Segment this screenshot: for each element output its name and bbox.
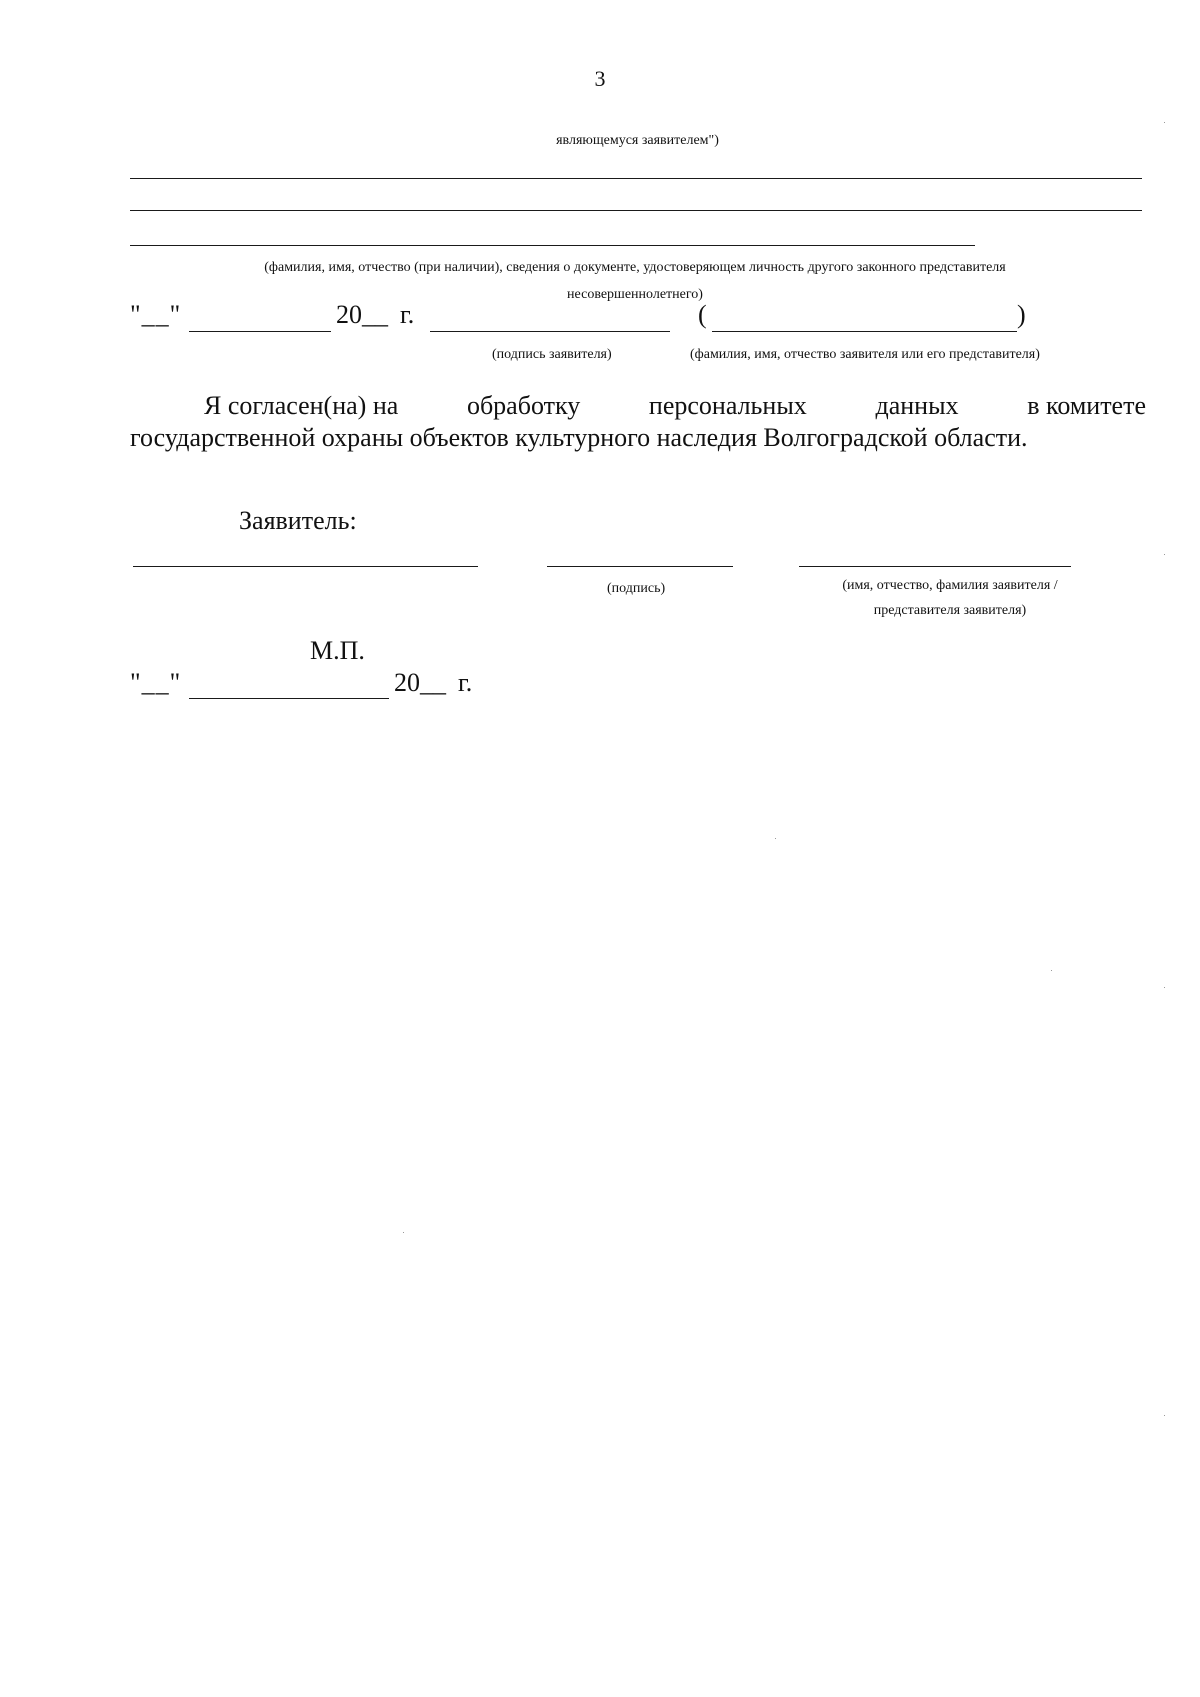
representative-caption-line2: несовершеннолетнего) [567, 287, 703, 302]
date-month-line[interactable] [189, 331, 331, 332]
scan-speck [1051, 970, 1052, 971]
date-day-quotes: "__" [130, 300, 182, 329]
scan-speck [1164, 987, 1165, 988]
consent-word: персональных [648, 391, 807, 420]
applicant-line-2[interactable] [547, 566, 733, 567]
caption-name-line1: (имя, отчество, фамилия заявителя / [842, 578, 1058, 593]
applicant-fio-line[interactable] [712, 331, 1017, 332]
continuation-text: являющемуся заявителем") [556, 133, 719, 148]
paren-close: ) [1017, 300, 1026, 329]
fill-line-3[interactable] [130, 245, 975, 246]
consent-line-1 [130, 390, 1146, 422]
consent-line-2: государственной охраны объектов культурного наследия Волгоградской области. [130, 423, 1028, 452]
date2-year: 20__ [394, 668, 446, 697]
date-year: 20__ [336, 300, 388, 329]
applicant-label: Заявитель: [239, 506, 357, 535]
caption-podpis: (подпись) [607, 581, 666, 596]
applicant-signature-line[interactable] [430, 331, 670, 332]
paren-open: ( [698, 300, 707, 329]
scan-speck [403, 1232, 404, 1233]
consent-word: в комитете [1027, 391, 1146, 420]
consent-word: Я согласен(на) на [204, 391, 399, 420]
fill-line-1[interactable] [130, 178, 1142, 179]
consent-paragraph [130, 390, 1146, 454]
applicant-line-1[interactable] [133, 566, 478, 567]
date2-year-suffix: г. [458, 668, 473, 697]
applicant-line-3[interactable] [799, 566, 1071, 567]
caption-name-line2: представителя заявителя) [873, 603, 1027, 618]
representative-caption-line1: (фамилия, имя, отчество (при наличии), сведения о документе, удостоверяющем личность другого законного представителя [264, 260, 1006, 275]
consent-word: обработку [466, 391, 581, 420]
scan-speck [775, 838, 776, 839]
page-number: 3 [594, 66, 606, 91]
date2-day-quotes: "__" [130, 668, 182, 697]
caption-applicant-signature: (подпись заявителя) [492, 347, 612, 362]
consent-word: данных [875, 391, 959, 420]
scan-speck [1164, 122, 1165, 123]
date2-month-line[interactable] [189, 698, 389, 699]
stamp-label: М.П. [310, 636, 365, 665]
date-year-suffix: г. [400, 300, 415, 329]
scan-speck [1164, 554, 1165, 555]
scan-speck [1164, 1415, 1165, 1416]
caption-applicant-fio: (фамилия, имя, отчество заявителя или его представителя) [690, 347, 1040, 362]
fill-line-2[interactable] [130, 210, 1142, 211]
